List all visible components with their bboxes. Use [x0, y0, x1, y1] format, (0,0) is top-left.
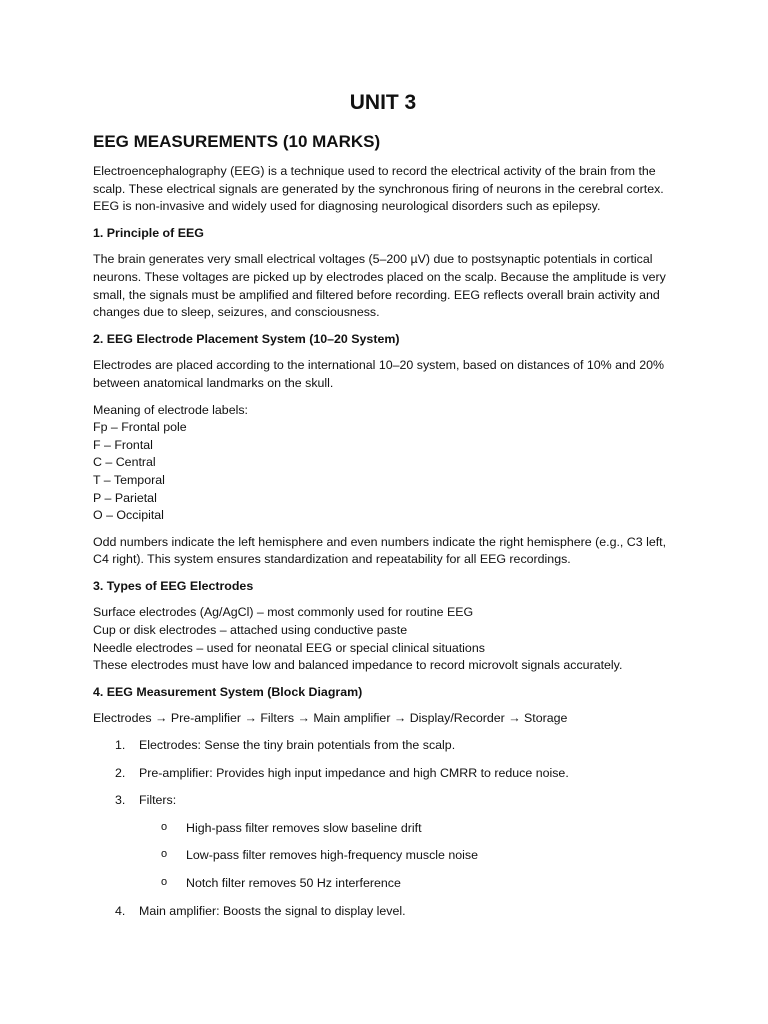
filter-item-text: High-pass filter removes slow baseline drift [186, 820, 422, 835]
electrode-label-item: Fp – Frontal pole [93, 420, 187, 435]
electrode-types-list [93, 604, 673, 674]
bullet-icon: o [161, 848, 168, 861]
bullet-icon: o [161, 876, 168, 888]
filter-item-text: Notch filter removes 50 Hz interference [186, 876, 401, 890]
placement-note-paragraph: Odd numbers indicate the left hemisphere and even numbers indicate the right hemisphere (e.g., C3 left, C4 right). This system ensures standardization and repeatability for all EEG recordings. [93, 534, 667, 567]
list-item-text: Filters: [139, 793, 177, 808]
list-number: 3. [115, 793, 126, 808]
signal-chain: Electrodes → Pre-amplifier → Filters → Main amplifier → Display/Recorder → Storage [93, 711, 568, 726]
document-page [93, 88, 673, 930]
electrode-type-item: Surface electrodes (Ag/AgCl) – most commonly used for routine EEG [93, 605, 474, 620]
electrode-label-item: F – Frontal [93, 437, 153, 452]
filter-item [139, 847, 673, 865]
placement-paragraph: Electrodes are placed according to the international 10–20 system, based on distances of 10% and 20% between anatomical landmarks on the skull. [93, 358, 665, 390]
filter-item [139, 875, 673, 893]
electrode-type-item: Needle electrodes – used for neonatal EEG or special clinical situations [93, 640, 485, 655]
section-heading-types: 3. Types of EEG Electrodes [93, 578, 254, 593]
electrode-labels-list [93, 402, 673, 525]
list-number: 1. [115, 738, 126, 753]
list-item [93, 737, 673, 755]
page-title: UNIT 3 [349, 91, 417, 114]
list-item [93, 903, 673, 921]
principle-paragraph: The brain generates very small electrical voltages (5–200 µV) due to postsynaptic potentials in cortical neurons. These voltages are picked up by electrodes placed on the scalp. Because the amplitude is very small, the signals must be amplified and filtered before recording. EEG reflects overall brain activity and changes due to sleep, seizures, and consciousness. [93, 252, 666, 320]
electrode-type-item: These electrodes must have low and balanced impedance to record microvolt signals accurately. [93, 658, 623, 673]
filters-sublist [139, 820, 673, 893]
section-heading-system: 4. EEG Measurement System (Block Diagram) [93, 684, 363, 699]
list-number: 4. [115, 903, 126, 918]
intro-paragraph: Electroencephalography (EEG) is a technique used to record the electrical activity of the brain from the scalp. These electrical signals are generated by the synchronous firing of neurons in the cerebral cortex. EEG is non-invasive and widely used for diagnosing neurological disorders such as epilepsy. [93, 164, 664, 214]
section-heading-principle: 1. Principle of EEG [93, 225, 204, 240]
electrode-label-item: T – Temporal [93, 472, 165, 487]
system-steps-list [93, 737, 673, 920]
filter-item [139, 820, 673, 838]
list-item-text: Pre-amplifier: Provides high input impedance and high CMRR to reduce noise. [139, 765, 569, 780]
section-heading-placement: 2. EEG Electrode Placement System (10–20 System) [93, 331, 400, 346]
electrode-labels-intro: Meaning of electrode labels: [93, 402, 248, 417]
list-item-text: Main amplifier: Boosts the signal to display level. [139, 903, 406, 918]
electrode-type-item: Cup or disk electrodes – attached using conductive paste [93, 623, 408, 638]
list-number: 2. [115, 765, 126, 780]
electrode-label-item: C – Central [93, 455, 156, 470]
list-item-text: Electrodes: Sense the tiny brain potentials from the scalp. [139, 738, 456, 753]
list-item [93, 765, 673, 783]
electrode-label-item: O – Occipital [93, 508, 164, 523]
list-item [93, 792, 673, 892]
electrode-label-item: P – Parietal [93, 490, 157, 505]
bullet-icon: o [161, 820, 168, 833]
filter-item-text: Low-pass filter removes high-frequency muscle noise [186, 848, 478, 863]
main-heading: EEG MEASUREMENTS (10 MARKS) [93, 132, 381, 151]
